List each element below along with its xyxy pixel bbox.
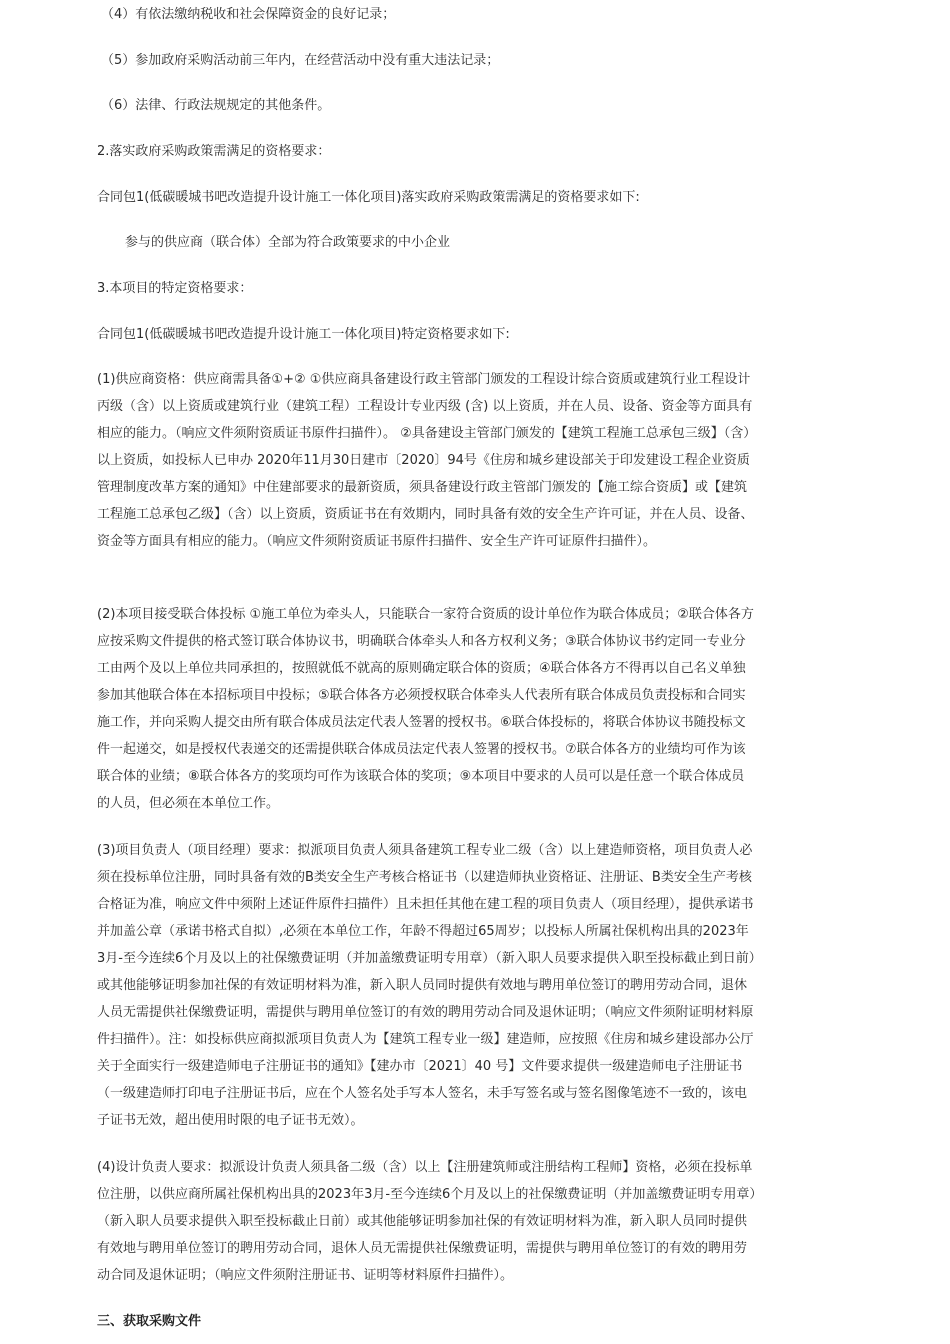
policy-package-line: 合同包1(低碳暖城书吧改造提升设计施工一体化项目)落实政府采购政策需满足的资格要求如下: xyxy=(97,190,640,205)
condition-item-6: （6）法律、行政法规规定的其他条件。 xyxy=(101,98,331,113)
requirement-design-lead: (4)设计负责人要求：拟派设计负责人须具备二级（含）以上【注册建筑师或注册结构工程师】资格，必须在投标单位注册，以供应商所属社保机构出具的2023年3月-至今连续6个月及以上的社保缴费证明（并加盖缴费证明专用章）（新入职人员要求提供入职至投标截止日前）或其他能够证明参加社保的有效证明材料为准，新入职人员同时提供有效地与聘用单位签订的聘用劳动合同，退休人员无需提供社保缴费证明，需提供与聘用单位签订的有效的聘用劳动合同及退休证明；（响应文件须附注册证书、证明等材料原件扫描件）。 xyxy=(97,1160,756,1283)
section-heading: 三、获取采购文件 xyxy=(97,1314,202,1329)
policy-detail: 参与的供应商（联合体）全部为符合政策要求的中小企业 xyxy=(125,235,451,250)
specific-requirements-title: 3.本项目的特定资格要求： xyxy=(97,281,253,296)
requirement-supplier-qualification: (1)供应商资格：供应商需具备①+② ①供应商具备建设行政主管部门颁发的工程设计综合资质或建筑行业工程设计丙级（含）以上资质或建筑行业（建筑工程）工程设计专业丙级 (含) 以上资质，并在人员、设备、资金等方面具有相应的能力。（响应文件须附资质证书原件扫描件）。 ②具备建设主管部门颁发的【建筑工程施工总承包三级】（含）以上资质，如投标人已申办 2020年11月30日建市〔2020〕94号《住房和城乡建设部关于印发建设工程企业资质管理制度改革方案的通知》中住建部要求的最新资质，须具备建设行政主管部门颁发的【施工综合资质】或【建筑工程施工总承包乙级】（含）以上资质，资质证书在有效期内，同时具备有效的安全生产许可证，并在人员、设备、资金等方面具有相应的能力。（响应文件须附资质证书原件扫描件、安全生产许可证原件扫描件）。 xyxy=(97,372,757,549)
requirement-project-manager: (3)项目负责人（项目经理）要求：拟派项目负责人须具备建筑工程专业二级（含）以上建造师资格，项目负责人必须在投标单位注册，同时具备有效的B类安全生产考核合格证书（以建造师执业资格证、注册证、B类安全生产考核合格证为准，响应文件中须附上述证件原件扫描件）且未担任其他在建工程的项目负责人（项目经理），提供承诺书并加盖公章（承诺书格式自拟）,必须在本单位工作，年龄不得超过65周岁；以投标人所属社保机构出具的2023年3月-至今连续6个月及以上的社保缴费证明（并加盖缴费证明专用章）（新入职人员要求提供入职至投标截止到日前）或其他能够证明参加社保的有效证明材料为准，新入职人员同时提供有效地与聘用单位签订的聘用劳动合同，退休人员无需提供社保缴费证明，需提供与聘用单位签订的有效的聘用劳动合同及退休证明；（响应文件须附证明材料原件扫描件）。注：如投标供应商拟派项目负责人为【建筑工程专业一级】建造师，应按照《住房和城乡建设部办公厅关于全面实行一级建造师电子注册证书的通知》【建办市〔2021〕40 号】文件要求提供一级建造师电子注册证书（一级建造师打印电子注册证书后，应在个人签名处手写本人签名，未手写签名或与签名图像笔迹不一致的，该电子证书无效，超出使用时限的电子证书无效）。 xyxy=(97,843,756,1128)
specific-package-line: 合同包1(低碳暖城书吧改造提升设计施工一体化项目)特定资格要求如下: xyxy=(97,327,510,342)
policy-requirements-title: 2.落实政府采购政策需满足的资格要求： xyxy=(97,144,331,159)
condition-item-4: （4）有依法缴纳税收和社会保障资金的良好记录； xyxy=(101,7,396,22)
requirement-consortium: (2)本项目接受联合体投标 ①施工单位为牵头人，只能联合一家符合资质的设计单位作为联合体成员；②联合体各方应按采购文件提供的格式签订联合体协议书，明确联合体牵头人和各方权利义务；③联合体协议书约定同一专业分工由两个及以上单位共同承担的，按照就低不就高的原则确定联合体的资质；④联合体各方不得再以自己名义单独参加其他联合体在本招标项目中投标；⑤联合体各方必须授权联合体牵头人代表所有联合体成员负责投标和合同实施工作，并向采购人提交由所有联合体成员法定代表人签署的授权书。⑥联合体投标的，将联合体协议书随投标文件一起递交，如是授权代表递交的还需提供联合体成员法定代表人签署的授权书。⑦联合体各方的业绩均可作为该联合体的业绩；⑧联合体各方的奖项均可作为该联合体的奖项；⑨本项目中要求的人员可以是任意一个联合体成员的人员，但必须在本单位工作。 xyxy=(97,607,754,811)
condition-item-5: （5）参加政府采购活动前三年内，在经营活动中没有重大违法记录； xyxy=(101,53,500,68)
